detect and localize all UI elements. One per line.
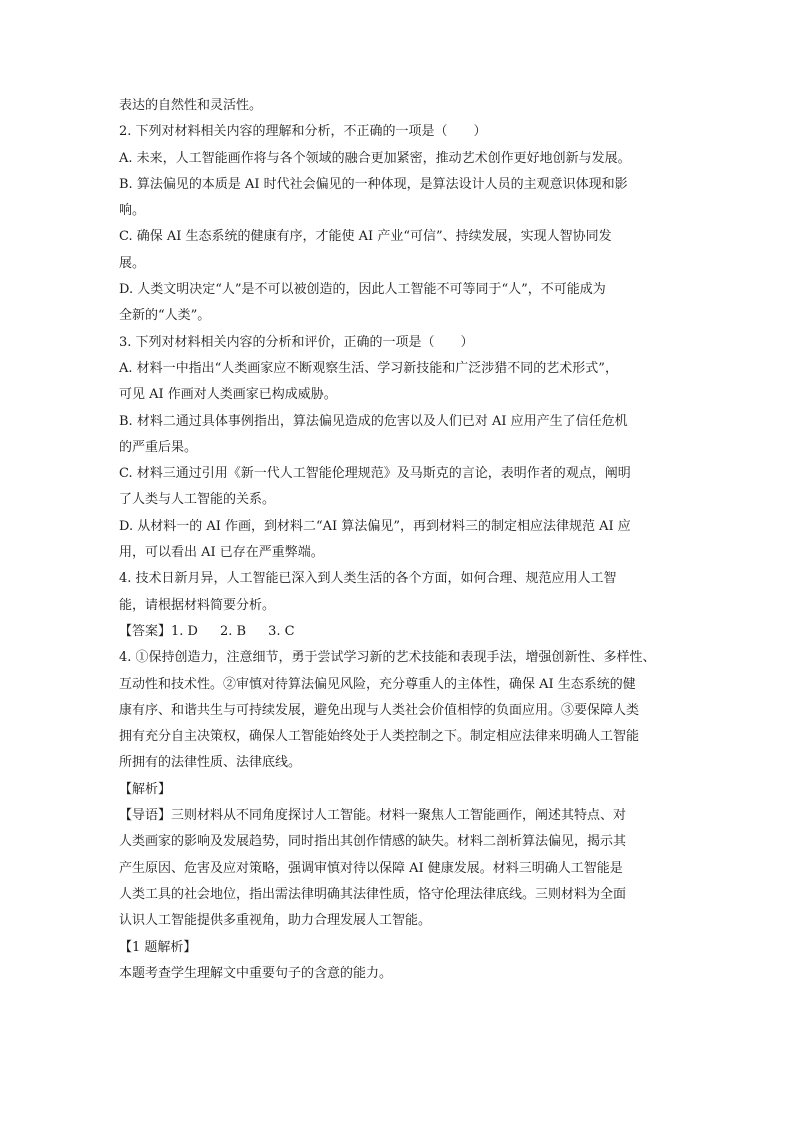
question-3-option-d: D. 从材料一的 AI 作画，到材料二“AI 算法偏见”，再到材料三的制定相应法律规范 AI 应 [119,518,631,534]
text-line: 人类画家的影响及发展趋势，同时指出其创作情感的缺失。材料二剖析算法偏见，揭示其 [119,834,627,850]
question-2-stem: 2. 下列对材料相关内容的理解和分析，不正确的一项是（ ） [119,124,487,140]
text-line: 认识人工智能提供多重视角，助力合理发展人工智能。 [119,913,432,929]
text-line: 了人类与人工智能的关系。 [119,492,276,508]
text-line: 所拥有的法律性质、法律底线。 [119,755,302,771]
text-line: 产生原因、危害及应对策略，强调审慎对待以保障 AI 健康发展。材料三明确人工智能是 [119,860,623,876]
question-3-option-a: A. 材料一中指出“人类画家应不断观察生活、学习新技能和广泛涉猎不同的艺术形式”， [119,360,618,376]
answer-key-2: 2. B [219,623,247,639]
question-2-option-b: B. 算法偏见的本质是 AI 时代社会偏见的一种体现，是算法设计人员的主观意识体现和影 [119,176,628,192]
document-body [119,93,679,987]
text-line: 全新的“人类”。 [119,308,211,324]
question-2-option-d: D. 人类文明决定“人”是不可以被创造的，因此人工智能不可等同于“人”，不可能成为 [119,282,606,298]
answer-4-text: 4. ①保持创造力，注意细节，勇于尝试学习新的艺术技能和表现手法，增强创新性、多样性、 [119,650,656,666]
question-3-stem: 3. 下列对材料相关内容的分析和评价，正确的一项是（ ） [119,334,474,350]
answer-key-1: 1. D [171,623,198,639]
text-line: 响。 [119,203,146,219]
text-line: 互动性和技术性。②审慎对待算法偏见风险，充分尊重人的主体性，确保 AI 生态系统的健 [119,676,636,692]
text-line: 的严重后果。 [119,439,198,455]
answer-label: 【答案】 [119,623,172,639]
text-line: 人类工具的社会地位，指出需法律明确其法律性质，恪守伦理法律底线。三则材料为全面 [119,886,627,902]
text-line: 用，可以看出 AI 已存在严重弊端。 [119,545,324,561]
question-3-option-b: B. 材料二通过具体事例指出，算法偏见造成的危害以及人们已对 AI 应用产生了信任危机 [119,413,628,429]
answer-key-3: 3. C [268,623,295,639]
analysis-heading: 【解析】 [119,781,172,797]
text-line: 表达的自然性和灵活性。 [119,98,263,113]
text-line: 拥有充分自主决策权，确保人工智能始终处于人类控制之下。制定相应法律来明确人工智能 [119,729,640,745]
question-1-analysis-heading: 【1 题解析】 [119,939,197,955]
text-line: 可见 AI 作画对人类画家已构成威胁。 [119,387,337,403]
question-4-stem: 4. 技术日新月异，人工智能已深入到人类生活的各个方面，如何合理、规范应用人工智 [119,571,617,587]
text-line: 展。 [119,255,146,271]
answer-line [119,619,679,645]
text-line: 能，请根据材料简要分析。 [119,597,276,613]
question-2-option-c: C. 确保 AI 生态系统的健康有序，才能使 AI 产业“可信”、持续发展，实现人智协同发 [119,229,612,245]
question-1-analysis-text: 本题考查学生理解文中重要句子的含意的能力。 [119,965,393,981]
intro-paragraph: 【导语】三则材料从不同角度探讨人工智能。材料一聚焦人工智能画作，阐述其特点、对 [119,808,627,824]
answer-keys [171,619,317,645]
text-line: 康有序、和谐共生与可持续发展，避免出现与人类社会价值相悖的负面应用。③要保障人类 [119,702,640,718]
question-3-option-c: C. 材料三通过引用《新一代人工智能伦理规范》及马斯克的言论，表明作者的观点，阐明 [119,466,631,482]
question-2-option-a: A. 未来，人工智能画作将与各个领域的融合更加紧密，推动艺术创作更好地创新与发展。 [119,150,631,166]
